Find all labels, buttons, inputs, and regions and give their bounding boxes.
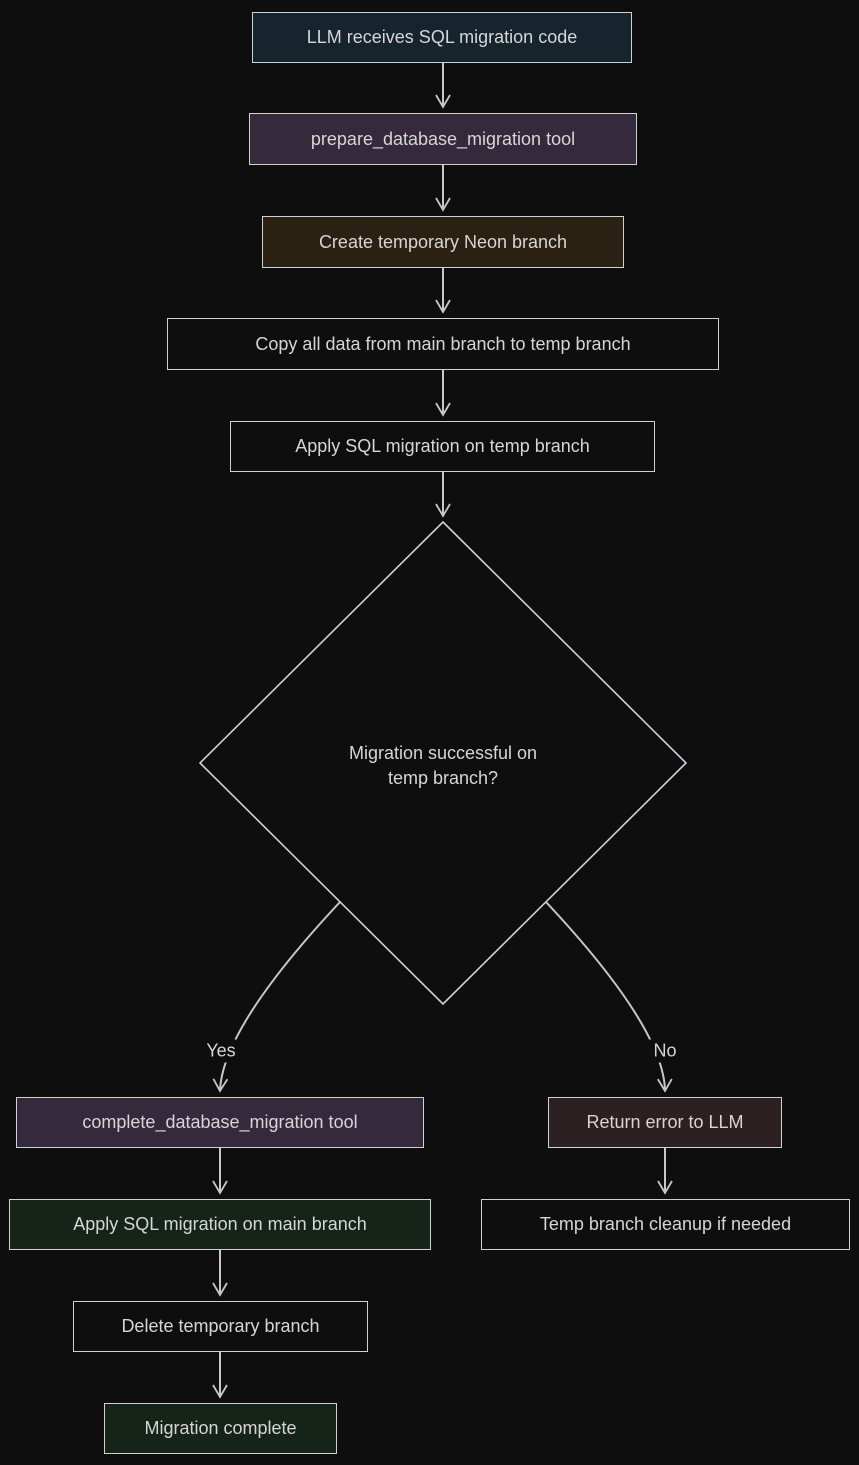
decision-label-text: Migration successful on temp branch? (348, 743, 538, 788)
node-label: Copy all data from main branch to temp branch (255, 333, 631, 354)
node-create-temp-neon-branch (262, 216, 624, 268)
edge-decision-yes (220, 902, 340, 1091)
node-copy-data-to-temp-branch (167, 318, 719, 370)
edge-label-no (648, 1040, 681, 1063)
node-migration-complete (104, 1403, 337, 1454)
node-label: Return error to LLM (586, 1112, 744, 1133)
node-apply-migration-main-branch (9, 1199, 431, 1250)
node-label: prepare_database_migration tool (310, 128, 576, 149)
node-label: Delete temporary branch (121, 1316, 320, 1337)
node-apply-migration-temp-branch (230, 421, 655, 472)
node-label: Apply SQL migration on temp branch (295, 436, 590, 457)
node-label: Migration complete (144, 1418, 297, 1439)
node-label: Create temporary Neon branch (318, 231, 568, 252)
node-temp-branch-cleanup (481, 1199, 850, 1250)
node-label: Apply SQL migration on main branch (73, 1214, 367, 1235)
node-llm-receives-sql-code (252, 12, 632, 63)
edge-label-no-text: No (653, 1040, 677, 1061)
node-label: LLM receives SQL migration code (306, 27, 578, 48)
node-prepare-database-migration-tool (249, 113, 637, 165)
node-complete-database-migration-tool (16, 1097, 424, 1148)
edge-decision-no (546, 902, 665, 1091)
node-delete-temporary-branch (73, 1301, 368, 1352)
edge-label-yes-text: Yes (206, 1040, 236, 1061)
node-migration-successful-decision (337, 741, 549, 791)
node-label: Temp branch cleanup if needed (539, 1214, 792, 1235)
node-return-error-to-llm (548, 1097, 782, 1148)
edge-label-yes (201, 1040, 240, 1063)
node-label: complete_database_migration tool (82, 1112, 358, 1133)
